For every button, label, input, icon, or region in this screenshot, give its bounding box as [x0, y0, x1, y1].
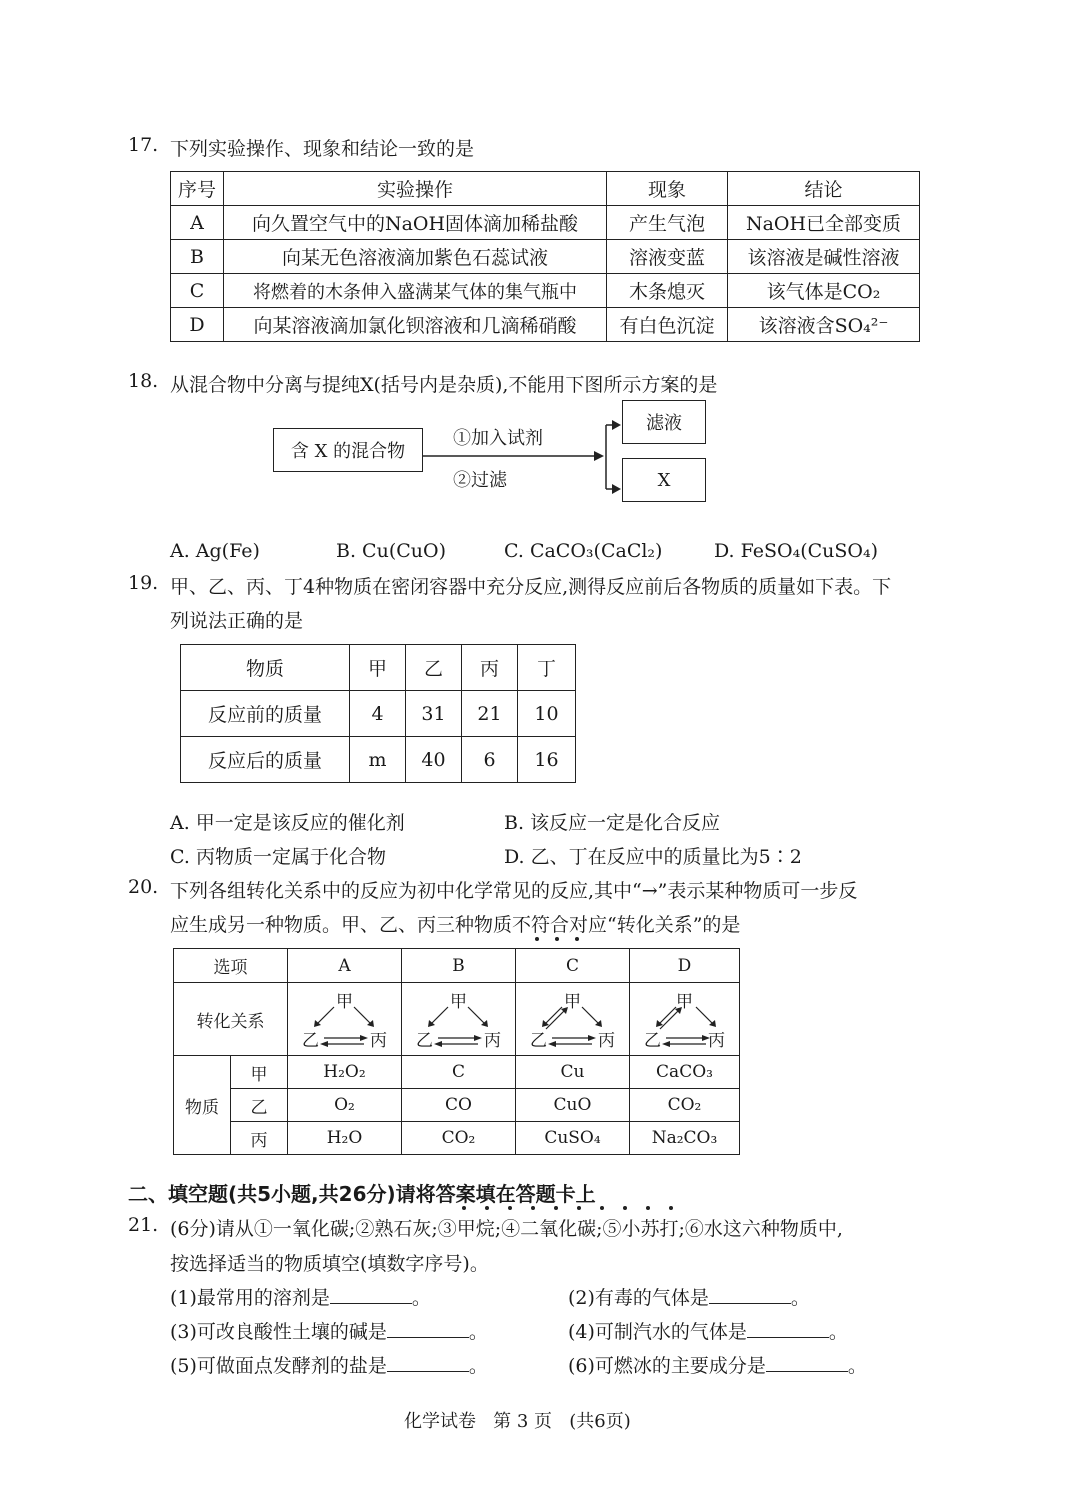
q17-number: 17.: [128, 134, 159, 156]
relation-row: [174, 983, 740, 1056]
header-cell: B: [402, 949, 516, 983]
answer-blank[interactable]: [387, 1321, 469, 1338]
row-phenomenon: 有白色沉淀: [607, 308, 728, 342]
end-mark: 。: [790, 1287, 810, 1309]
item-text: (2)有毒的气体是: [568, 1287, 709, 1309]
relation-diagram-a: [288, 983, 402, 1056]
emphasis-dot: [508, 1206, 512, 1210]
header-cell: 选项: [174, 949, 288, 983]
row-value: 31: [406, 691, 462, 737]
emphasis-dot: [623, 1206, 627, 1210]
table-row: [181, 691, 576, 737]
table-row: [174, 1056, 740, 1089]
row-operation: 向某溶液滴加氯化钡溶液和几滴稀硝酸: [224, 308, 607, 342]
end-mark: 。: [847, 1355, 867, 1377]
row-phenomenon: 溶液变蓝: [607, 240, 728, 274]
q18-option-c: C. CaCO₃(CaCl₂): [504, 540, 663, 562]
q20-stem-line2: 应生成另一种物质。甲、乙、丙三种物质不符合对应“转化关系”的是: [170, 914, 741, 936]
answer-blank[interactable]: [387, 1355, 469, 1372]
q18-option-d: D. FeSO₄(CuSO₄): [714, 540, 879, 562]
emphasis-dot: [600, 1206, 604, 1210]
table-row: [171, 206, 920, 240]
row-conclusion: 该溶液是碱性溶液: [728, 240, 920, 274]
row-value: 21: [462, 691, 518, 737]
item-text: (5)可做面点发酵剂的盐是: [170, 1355, 387, 1377]
triangle-diagram: [516, 985, 629, 1053]
q21-stem-line1: (6分)请从①一氧化碳;②熟石灰;③甲烷;④二氧化碳;⑤小苏打;⑥水这六种物质中,: [170, 1218, 843, 1240]
row-operation: 将燃着的木条伸入盛满某气体的集气瓶中: [224, 274, 607, 308]
emphasis-dot: [575, 937, 579, 941]
row-phenomenon: 木条熄灭: [607, 274, 728, 308]
q19-number: 19.: [128, 572, 159, 594]
substance-cell: CuO: [516, 1089, 630, 1122]
sub-label: 乙: [231, 1089, 288, 1122]
flow-source-box: 含 X 的混合物: [273, 428, 423, 472]
row-operation: 向某无色溶液滴加紫色石蕊试液: [224, 240, 607, 274]
flow-filtrate-box: 滤液: [622, 400, 706, 444]
q21-item-1: [170, 1283, 431, 1310]
node-jia: 甲: [336, 992, 353, 1012]
answer-blank[interactable]: [766, 1355, 848, 1372]
node-yi: 乙: [530, 1031, 547, 1051]
substance-cell: CO₂: [630, 1089, 740, 1122]
end-mark: 。: [468, 1355, 488, 1377]
row-value: 10: [518, 691, 576, 737]
table-row: [181, 737, 576, 783]
row-operation: 向久置空气中的NaOH固体滴加稀盐酸: [224, 206, 607, 240]
row-id: D: [171, 308, 224, 342]
q19-option-a: A. 甲一定是该反应的催化剂: [170, 812, 405, 834]
emphasis-dot: [462, 1206, 466, 1210]
q20-number: 20.: [128, 876, 159, 898]
node-jia: 甲: [564, 992, 581, 1012]
q17-table: [170, 171, 920, 342]
header-cell: 序号: [171, 172, 224, 206]
q21-item-3: [170, 1317, 488, 1344]
row-value: 6: [462, 737, 518, 783]
emphasis-dot: [669, 1206, 673, 1210]
header-cell: C: [516, 949, 630, 983]
q18-number: 18.: [128, 370, 159, 392]
emphasis-dot: [646, 1206, 650, 1210]
item-text: (6)可燃冰的主要成分是: [568, 1355, 766, 1377]
substance-cell: CaCO₃: [630, 1056, 740, 1089]
q19-option-c: C. 丙物质一定属于化合物: [170, 846, 386, 868]
relation-diagram-b: [402, 983, 516, 1056]
item-text: (4)可制汽水的气体是: [568, 1321, 747, 1343]
q19-option-d: D. 乙、丁在反应中的质量比为5∶2: [504, 846, 802, 868]
q19-stem-line1: 甲、乙、丙、丁4种物质在密闭容器中充分反应,测得反应前后各物质的质量如下表。下: [170, 576, 892, 598]
row-value: 4: [350, 691, 406, 737]
row-value: 16: [518, 737, 576, 783]
q21-item-6: [568, 1351, 867, 1378]
row-value: m: [350, 737, 406, 783]
end-mark: 。: [411, 1287, 431, 1309]
row-conclusion: 该气体是CO₂: [728, 274, 920, 308]
row-id: A: [171, 206, 224, 240]
header-cell: 乙: [406, 645, 462, 691]
flow-step1-label: ①加入试剂: [453, 428, 543, 449]
end-mark: 。: [828, 1321, 848, 1343]
q20-stem-line1: 下列各组转化关系中的反应为初中化学常见的反应,其中“→”表示某种物质可一步反: [170, 880, 858, 902]
header-cell: 丙: [462, 645, 518, 691]
header-cell: 丁: [518, 645, 576, 691]
flow-x-box: X: [622, 458, 706, 502]
substance-cell: CuSO₄: [516, 1122, 630, 1155]
substance-cell: C: [402, 1056, 516, 1089]
substance-label: 物质: [174, 1056, 231, 1155]
table-header-row: [181, 645, 576, 691]
triangle-diagram: [402, 985, 515, 1053]
header-cell: 物质: [181, 645, 350, 691]
page-footer: 化学试卷 第 3 页 (共6页): [404, 1411, 631, 1432]
node-yi: 乙: [302, 1031, 319, 1051]
q19-table: [180, 644, 576, 783]
sub-label: 甲: [231, 1056, 288, 1089]
q21-item-4: [568, 1317, 848, 1344]
substance-cell: CO₂: [402, 1122, 516, 1155]
emphasis-dot: [535, 937, 539, 941]
row-conclusion: 该溶液含SO₄²⁻: [728, 308, 920, 342]
row-id: C: [171, 274, 224, 308]
answer-blank[interactable]: [709, 1287, 791, 1304]
relation-diagram-d: [630, 983, 740, 1056]
table-row: [174, 1122, 740, 1155]
item-text: (3)可改良酸性土壤的碱是: [170, 1321, 387, 1343]
row-label: 反应前的质量: [181, 691, 350, 737]
q20-table: [173, 948, 740, 1155]
sub-label: 丙: [231, 1122, 288, 1155]
table-header-row: [171, 172, 920, 206]
section-title: 二、填空题(共5小题,共26分)请将答案填在答题卡上: [128, 1182, 596, 1206]
table-row: [171, 308, 920, 342]
row-value: 40: [406, 737, 462, 783]
q18-option-b: B. Cu(CuO): [336, 540, 446, 562]
header-cell: 现象: [607, 172, 728, 206]
q21-stem-line2: 按选择适当的物质填空(填数字序号)。: [170, 1253, 489, 1275]
header-cell: D: [630, 949, 740, 983]
q21-item-2: [568, 1283, 810, 1310]
substance-cell: Na₂CO₃: [630, 1122, 740, 1155]
node-jia: 甲: [450, 992, 467, 1012]
item-text: (1)最常用的溶剂是: [170, 1287, 330, 1309]
q17-stem: 下列实验操作、现象和结论一致的是: [170, 138, 475, 160]
header-cell: A: [288, 949, 402, 983]
table-row: [171, 274, 920, 308]
substance-cell: O₂: [288, 1089, 402, 1122]
answer-blank[interactable]: [330, 1287, 412, 1304]
q18-option-a: A. Ag(Fe): [170, 540, 260, 562]
answer-blank[interactable]: [747, 1321, 829, 1338]
q19-option-b: B. 该反应一定是化合反应: [504, 812, 721, 834]
node-jia: 甲: [676, 992, 693, 1012]
row-label: 反应后的质量: [181, 737, 350, 783]
table-row: [174, 1089, 740, 1122]
table-row: [171, 240, 920, 274]
relation-diagram-c: [516, 983, 630, 1056]
q18-stem: 从混合物中分离与提纯X(括号内是杂质),不能用下图所示方案的是: [170, 374, 718, 396]
emphasis-dot: [485, 1206, 489, 1210]
row-conclusion: NaOH已全部变质: [728, 206, 920, 240]
row-phenomenon: 产生气泡: [607, 206, 728, 240]
relation-label: 转化关系: [174, 983, 288, 1056]
emphasis-dot: [577, 1206, 581, 1210]
row-id: B: [171, 240, 224, 274]
header-cell: 结论: [728, 172, 920, 206]
flow-step2-label: ②过滤: [453, 470, 507, 491]
triangle-diagram: [630, 985, 739, 1053]
emphasis-dot: [554, 1206, 558, 1210]
table-header-row: [174, 949, 740, 983]
substance-cell: CO: [402, 1089, 516, 1122]
node-bing: 丙: [370, 1031, 387, 1051]
emphasis-dot: [531, 1206, 535, 1210]
emphasis-dot: [555, 937, 559, 941]
substance-cell: H₂O: [288, 1122, 402, 1155]
substance-cell: H₂O₂: [288, 1056, 402, 1089]
node-bing: 丙: [598, 1031, 615, 1051]
header-cell: 实验操作: [224, 172, 607, 206]
q21-item-5: [170, 1351, 488, 1378]
node-bing: 丙: [484, 1031, 501, 1051]
q21-number: 21.: [128, 1214, 159, 1236]
node-yi: 乙: [416, 1031, 433, 1051]
triangle-diagram: [288, 985, 401, 1053]
q19-stem-line2: 列说法正确的是: [170, 610, 304, 632]
substance-cell: Cu: [516, 1056, 630, 1089]
node-bing: 丙: [708, 1031, 725, 1051]
end-mark: 。: [468, 1321, 488, 1343]
node-yi: 乙: [644, 1031, 661, 1051]
header-cell: 甲: [350, 645, 406, 691]
